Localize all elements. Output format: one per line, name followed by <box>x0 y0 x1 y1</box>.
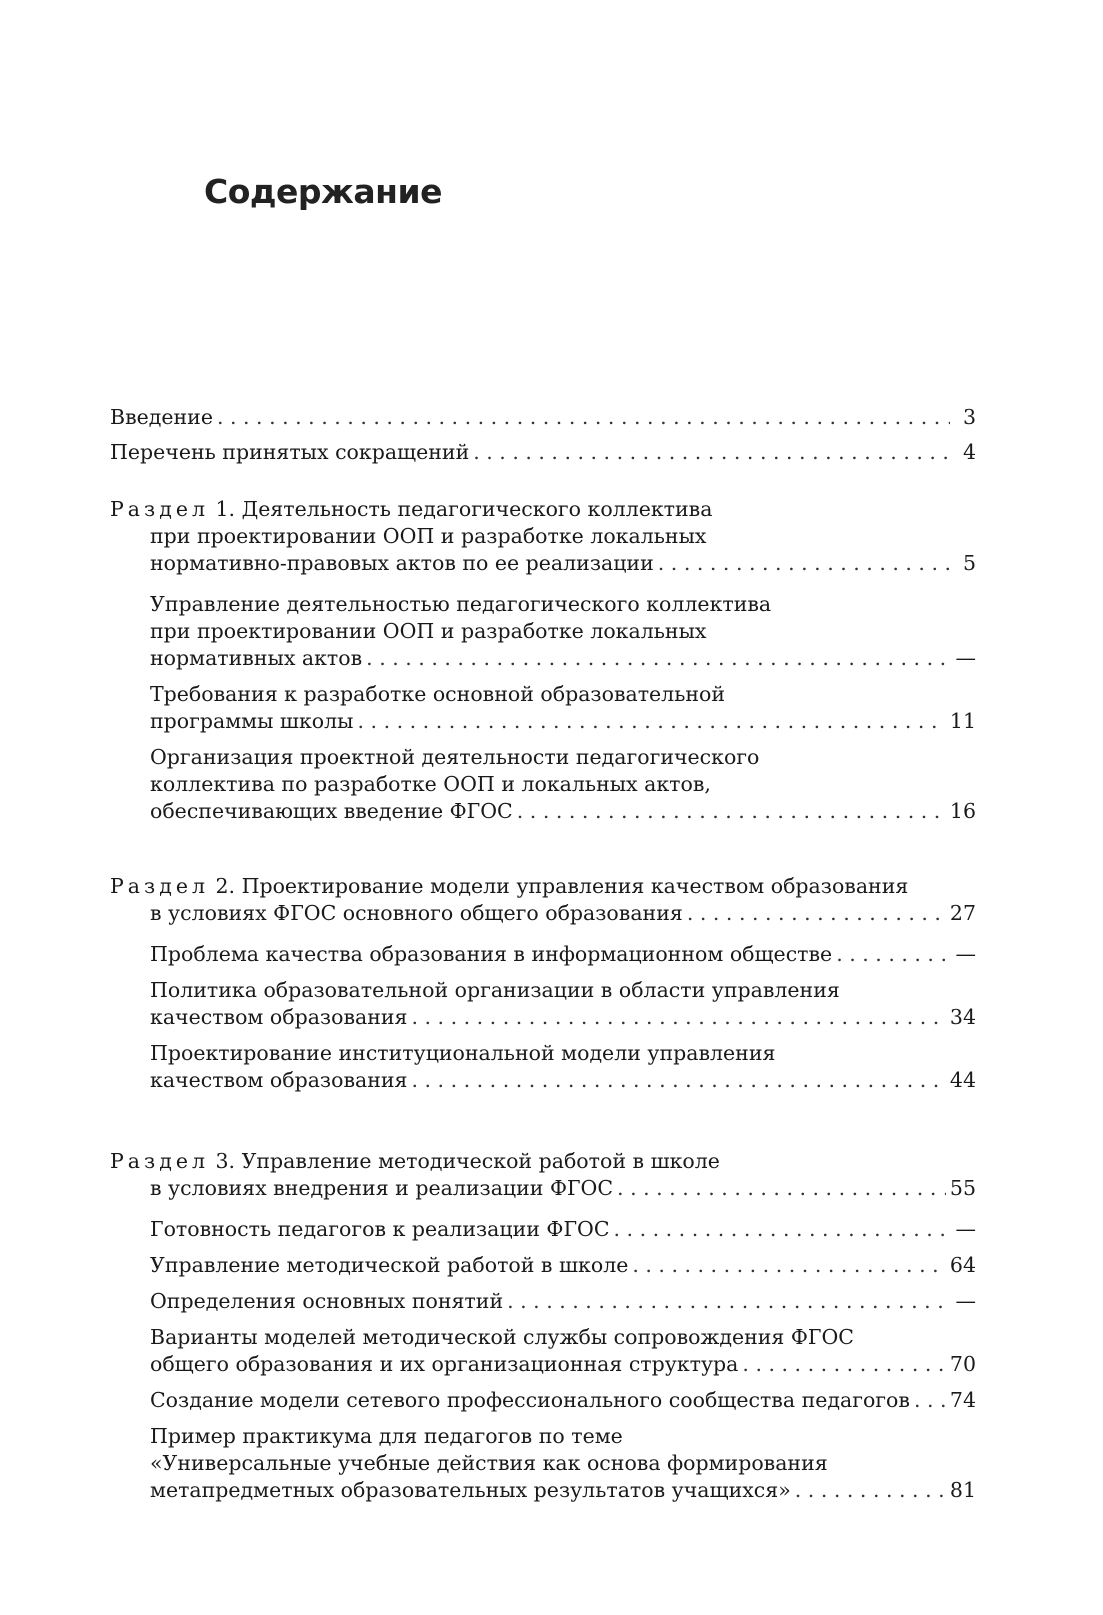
dot-leader <box>517 798 946 825</box>
toc-subentry[interactable] <box>110 1324 976 1378</box>
dot-leader <box>358 708 946 735</box>
toc-page-number: — <box>955 646 976 670</box>
toc-subentry-line: качеством образования <box>150 1005 408 1029</box>
dot-leader <box>507 1288 950 1315</box>
dot-leader <box>366 645 950 672</box>
section-title-line: в условиях ФГОС основного общего образования <box>150 901 683 925</box>
toc-page-number: 3 <box>962 405 976 429</box>
table-of-contents <box>110 404 976 1504</box>
toc-subentry[interactable] <box>110 591 976 672</box>
toc-subentry-line: Пример практикума для педагогов по теме <box>150 1424 623 1448</box>
toc-page-number: 55 <box>949 1176 976 1200</box>
section-prefix: Раздел <box>110 874 209 898</box>
toc-subentry-line: общего образования и их организационная структура <box>150 1352 739 1376</box>
toc-page-number: 5 <box>962 551 976 575</box>
dot-leader <box>411 1004 945 1031</box>
toc-subentry-line: Требования к разработке основной образовательной <box>150 682 726 706</box>
toc-subentry-line: обеспечивающих введение ФГОС <box>150 799 513 823</box>
dot-leader <box>632 1252 946 1279</box>
toc-page-number: 70 <box>949 1352 976 1376</box>
toc-subentry-line: Варианты моделей методической службы сопровождения ФГОС <box>150 1325 854 1349</box>
toc-page-number: 16 <box>949 799 976 823</box>
toc-subentry[interactable] <box>110 1040 976 1094</box>
toc-page-number: 4 <box>962 440 976 464</box>
toc-subentry-line: Организация проектной деятельности педагогического <box>150 745 760 769</box>
dot-leader <box>836 941 950 968</box>
toc-subentry[interactable] <box>110 744 976 825</box>
toc-subentry-line: Политика образовательной организации в области управления <box>150 978 840 1002</box>
dot-leader <box>658 550 950 577</box>
toc-page-number: 74 <box>949 1388 976 1412</box>
toc-subentry[interactable] <box>110 1423 976 1504</box>
toc-subentry-line: качеством образования <box>150 1068 408 1092</box>
dot-leader <box>614 1216 950 1243</box>
toc-subentry-line: метапредметных образовательных результатов учащихся» <box>150 1478 791 1502</box>
toc-section-2[interactable] <box>110 873 976 927</box>
toc-subentry-line: Готовность педагогов к реализации ФГОС <box>150 1217 610 1241</box>
toc-subentry[interactable] <box>110 681 976 735</box>
toc-entry-abbreviations[interactable] <box>110 439 976 466</box>
dot-leader <box>742 1351 946 1378</box>
toc-subentry-line: «Универсальные учебные действия как основа формирования <box>150 1451 828 1475</box>
toc-page-number: 34 <box>949 1005 976 1029</box>
section-title-line: 1. Деятельность педагогического коллектива <box>208 497 713 521</box>
toc-section-3[interactable] <box>110 1148 976 1202</box>
dot-leader <box>411 1067 945 1094</box>
section-title-line: нормативно-правовых актов по ее реализации <box>150 551 654 575</box>
toc-entry-intro[interactable] <box>110 404 976 431</box>
page-title: Содержание <box>204 172 442 211</box>
toc-subentry-line: Проектирование институциональной модели управления <box>150 1041 776 1065</box>
toc-subentry-line: коллектива по разработке ООП и локальных актов, <box>150 772 711 796</box>
dot-leader <box>617 1175 946 1202</box>
dot-leader <box>687 900 946 927</box>
section-title-line: 3. Управление методической работой в школе <box>208 1149 720 1173</box>
section-title-line: при проектировании ООП и разработке локальных <box>150 524 707 548</box>
section-prefix: Раздел <box>110 1149 209 1173</box>
toc-page-number: — <box>955 1289 976 1313</box>
toc-section-1[interactable] <box>110 496 976 577</box>
toc-subentry-line: при проектировании ООП и разработке локальных <box>150 619 707 643</box>
toc-page-number: — <box>955 1217 976 1241</box>
toc-subentry[interactable] <box>110 977 976 1031</box>
toc-subentry[interactable] <box>110 1252 976 1279</box>
section-title-line: в условиях внедрения и реализации ФГОС <box>150 1176 614 1200</box>
toc-entry-label: Перечень принятых сокращений <box>110 440 470 464</box>
section-prefix: Раздел <box>110 497 209 521</box>
toc-subentry[interactable] <box>110 1216 976 1243</box>
toc-subentry-line: Управление деятельностью педагогического коллектива <box>150 592 772 616</box>
toc-subentry-line: Создание модели сетевого профессионального сообщества педагогов <box>150 1388 910 1412</box>
toc-page-number: 44 <box>949 1068 976 1092</box>
toc-page-number: 27 <box>949 901 976 925</box>
toc-page-number: 64 <box>949 1253 976 1277</box>
toc-subentry[interactable] <box>110 1288 976 1315</box>
dot-leader <box>914 1387 946 1414</box>
dot-leader <box>795 1477 946 1504</box>
toc-subentry-line: программы школы <box>150 709 354 733</box>
toc-subentry-line: Управление методической работой в школе <box>150 1253 629 1277</box>
section-title-line: 2. Проектирование модели управления качеством образования <box>208 874 909 898</box>
toc-entry-label: Введение <box>110 405 213 429</box>
toc-subentry-line: Определения основных понятий <box>150 1289 504 1313</box>
dot-leader <box>217 404 950 431</box>
dot-leader <box>473 439 950 466</box>
toc-subentry[interactable] <box>110 1387 976 1414</box>
toc-page-number: 11 <box>949 709 976 733</box>
toc-subentry[interactable] <box>110 941 976 968</box>
toc-page-number: 81 <box>949 1478 976 1502</box>
toc-page-number: — <box>955 942 976 966</box>
toc-subentry-line: Проблема качества образования в информационном обществе <box>150 942 833 966</box>
toc-subentry-line: нормативных актов <box>150 646 363 670</box>
